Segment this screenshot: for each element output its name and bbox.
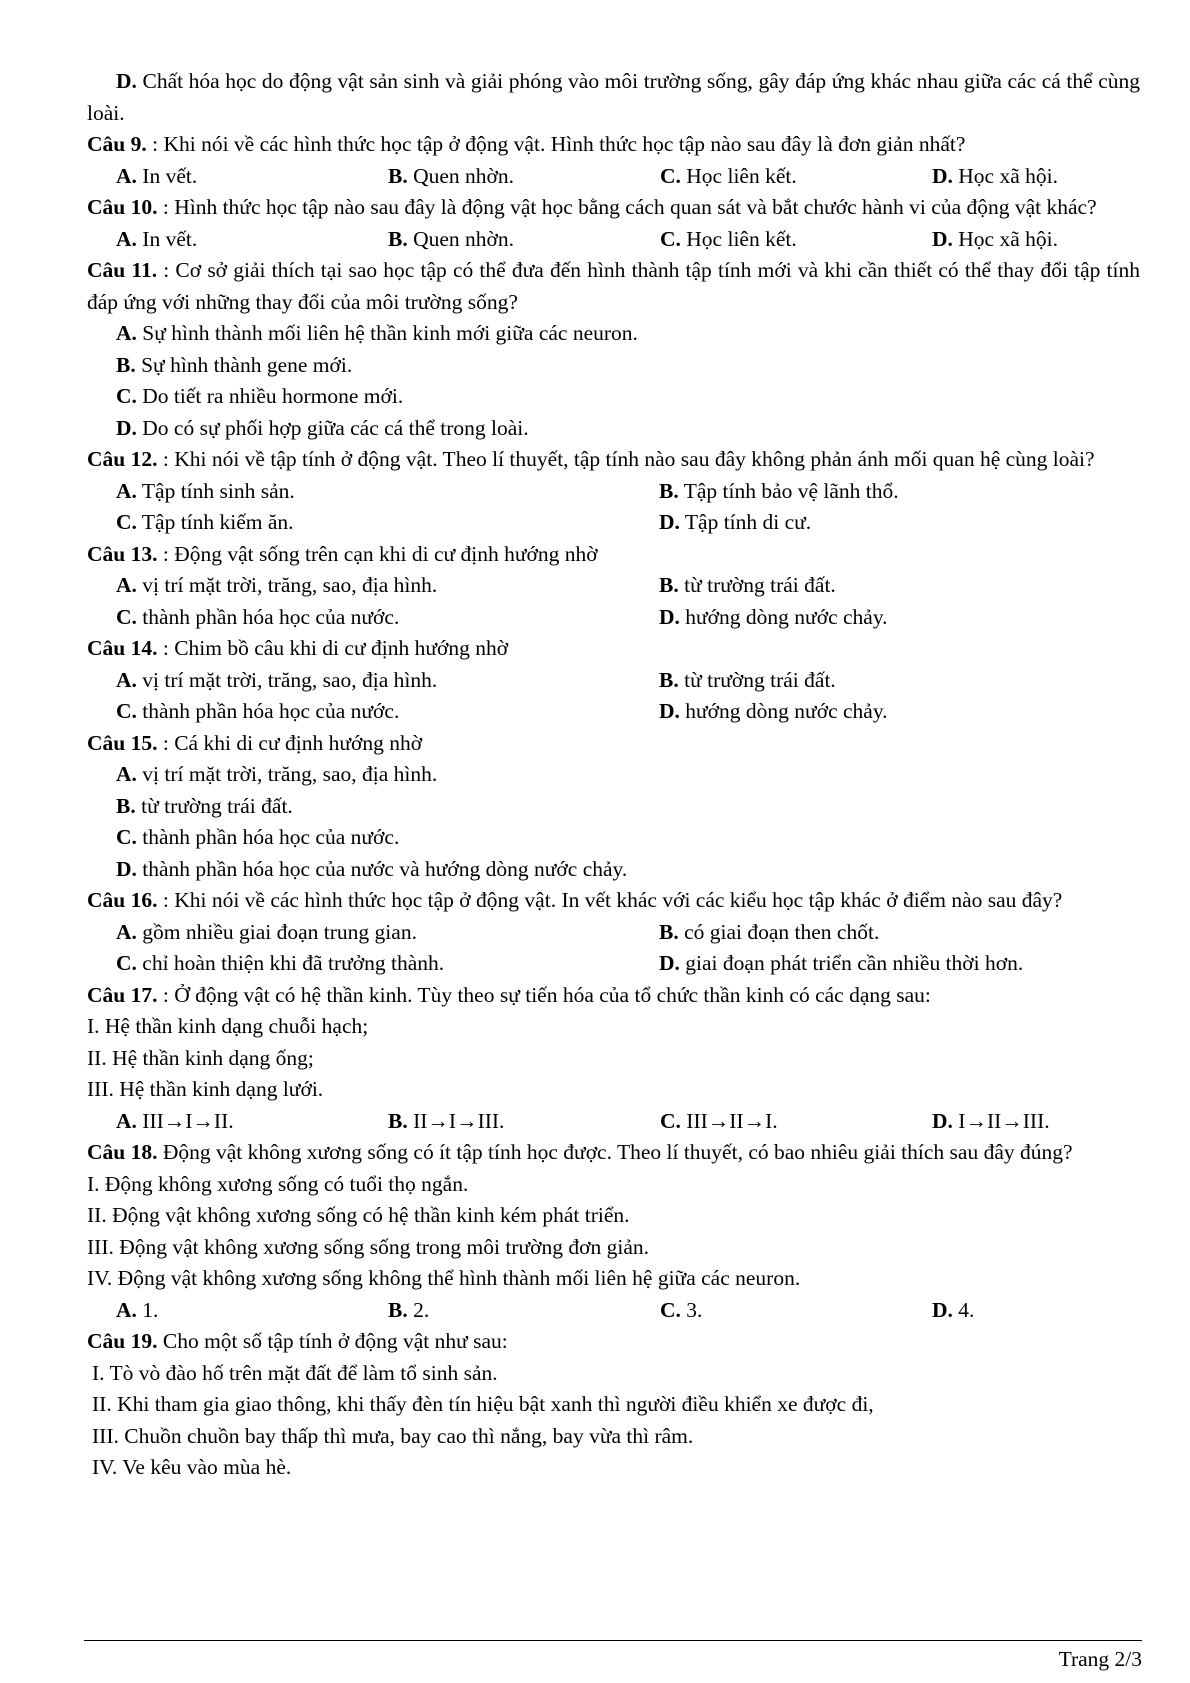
option-b[interactable]: B. Tập tính bảo vệ lãnh thổ.	[659, 478, 899, 503]
option-d[interactable]: D. Do có sự phối hợp giữa các cá thể trong loài.	[116, 415, 529, 440]
option-d[interactable]: D. thành phần hóa học của nước và hướng dòng nước chảy.	[116, 856, 628, 881]
document-body	[87, 66, 1140, 1484]
options-q11	[87, 318, 1140, 444]
question-18: Câu 18. Động vật không xương sống có ít tập tính học được. Theo lí thuyết, có bao nhiêu giải thích sau đây đúng?	[87, 1140, 1073, 1164]
option-d[interactable]: D. hướng dòng nước chảy.	[659, 699, 888, 723]
option-c[interactable]: C. thành phần hóa học của nước.	[116, 699, 400, 723]
statement-1: I. Tò vò đào hố trên mặt đất để làm tổ sinh sản.	[92, 1360, 498, 1385]
option-d[interactable]: D. Học xã hội.	[932, 226, 1058, 251]
option-c[interactable]: C. Học liên kết.	[660, 226, 797, 251]
option-a[interactable]: A. Sự hình thành mối liên hệ thần kinh mới giữa các neuron.	[116, 321, 638, 345]
option-d[interactable]: D. Học xã hội.	[932, 163, 1058, 188]
option-a[interactable]: A. gồm nhiều giai đoạn trung gian.	[116, 919, 417, 944]
statement-1: I. Hệ thần kinh dạng chuỗi hạch;	[87, 1014, 369, 1038]
option-c[interactable]: C. Do tiết ra nhiều hormone mới.	[116, 384, 404, 408]
statement-4: IV. Động vật không xương sống không thể hình thành mối liên hệ giữa các neuron.	[87, 1266, 801, 1290]
question-16: Câu 16. : Khi nói về các hình thức học tập ở động vật. In vết khác với các kiểu học tập khác ở điểm nào sau đây?	[87, 888, 1063, 912]
question-17: Câu 17. : Ở động vật có hệ thần kinh. Tùy theo sự tiến hóa của tổ chức thần kinh có các dạng sau:	[87, 982, 931, 1007]
question-19: Câu 19. Cho một số tập tính ở động vật như sau:	[87, 1329, 508, 1353]
option-a[interactable]: A. 1.	[116, 1297, 159, 1322]
options-q10	[87, 224, 1140, 256]
question-12: Câu 12. : Khi nói về tập tính ở động vật. Theo lí thuyết, tập tính nào sau đây không phản ánh mối quan hệ cùng loài?	[87, 447, 1095, 471]
option-b[interactable]: B. Quen nhờn.	[388, 163, 515, 188]
page-number: Trang 2/3	[1058, 1647, 1142, 1671]
option-b[interactable]: B. từ trường trái đất.	[659, 667, 836, 692]
question-10: Câu 10. : Hình thức học tập nào sau đây là động vật học bằng cách quan sát và bắt chước hành vi của động vật khác?	[87, 195, 1097, 219]
options-q13	[87, 570, 1140, 633]
question-14: Câu 14. : Chim bồ câu khi di cư định hướng nhờ	[87, 636, 509, 660]
option-d[interactable]: D. Tập tính di cư.	[659, 510, 812, 534]
statement-2: II. Hệ thần kinh dạng ống;	[87, 1045, 314, 1070]
question-9: Câu 9. : Khi nói về các hình thức học tập ở động vật. Hình thức học tập nào sau đây là đơn giản nhất?	[87, 132, 966, 156]
option-b[interactable]: B. từ trường trái đất.	[659, 573, 836, 597]
statement-3: III. Chuồn chuồn bay thấp thì mưa, bay cao thì nắng, bay vừa thì râm.	[92, 1423, 694, 1448]
option-a[interactable]: A. In vết.	[116, 226, 198, 251]
option-c[interactable]: C. III→II→I.	[660, 1108, 778, 1133]
footer-divider	[84, 1640, 1142, 1641]
option-a[interactable]: A. vị trí mặt trời, trăng, sao, địa hình.	[116, 667, 438, 692]
question-13: Câu 13. : Động vật sống trên cạn khi di cư định hướng nhờ	[87, 541, 598, 566]
option-d[interactable]: D. I→II→III.	[932, 1108, 1050, 1133]
option-c[interactable]: C. chỉ hoàn thiện khi đã trưởng thành.	[116, 951, 445, 975]
options-q9	[87, 161, 1140, 193]
options-q17	[87, 1106, 1140, 1138]
option-b[interactable]: B. 2.	[388, 1297, 430, 1322]
option-d[interactable]: D. 4.	[932, 1297, 975, 1322]
statement-3: III. Hệ thần kinh dạng lưới.	[87, 1077, 324, 1101]
option-d[interactable]: D. hướng dòng nước chảy.	[659, 604, 888, 629]
option-c[interactable]: C. 3.	[660, 1297, 703, 1322]
option-d[interactable]: D. giai đoạn phát triển cần nhiều thời hơn.	[659, 951, 1024, 975]
statement-2: II. Khi tham gia giao thông, khi thấy đèn tín hiệu bật xanh thì người điều khiển xe được đi,	[92, 1392, 874, 1416]
option-a[interactable]: A. Tập tính sinh sản.	[116, 478, 295, 503]
option-b[interactable]: B. từ trường trái đất.	[116, 793, 293, 818]
question-15: Câu 15. : Cá khi di cư định hướng nhờ	[87, 730, 423, 755]
option-b[interactable]: B. II→I→III.	[388, 1108, 505, 1133]
option-a[interactable]: A. vị trí mặt trời, trăng, sao, địa hình.	[116, 762, 438, 786]
statement-4: IV. Ve kêu vào mùa hè.	[92, 1455, 292, 1479]
option-c[interactable]: C. thành phần hóa học của nước.	[116, 825, 400, 849]
option-c[interactable]: C. Học liên kết.	[660, 163, 797, 188]
option-b[interactable]: B. Quen nhờn.	[388, 226, 515, 251]
option-b[interactable]: B. có giai đoạn then chốt.	[659, 919, 880, 944]
option-a[interactable]: A. In vết.	[116, 163, 198, 188]
options-q18	[87, 1295, 1140, 1327]
options-q14	[87, 665, 1140, 728]
question-11: Câu 11. : Cơ sở giải thích tại sao học tập có thể đưa đến hình thành tập tính mới và khi cần thiết có thể thay đổi tập tính đáp ứng với những thay đổi của môi trường sống?	[87, 258, 1140, 314]
statement-3: III. Động vật không xương sống sống trong môi trường đơn giản.	[87, 1234, 650, 1259]
statement-2: II. Động vật không xương sống có hệ thần kinh kém phát triển.	[87, 1203, 630, 1227]
option-c[interactable]: C. thành phần hóa học của nước.	[116, 604, 400, 629]
intro-option-d: D. Chất hóa học do động vật sản sinh và giải phóng vào môi trường sống, gây đáp ứng khác nhau giữa các cá thể cùng loài.	[87, 69, 1140, 125]
option-a[interactable]: A. vị trí mặt trời, trăng, sao, địa hình.	[116, 573, 438, 597]
option-b[interactable]: B. Sự hình thành gene mới.	[116, 352, 353, 377]
options-q16	[87, 917, 1140, 980]
options-q12	[87, 476, 1140, 539]
option-a[interactable]: A. III→I→II.	[116, 1108, 234, 1133]
options-q15	[87, 759, 1140, 885]
statement-1: I. Động không xương sống có tuổi thọ ngắn.	[87, 1171, 469, 1196]
option-c[interactable]: C. Tập tính kiếm ăn.	[116, 510, 294, 534]
